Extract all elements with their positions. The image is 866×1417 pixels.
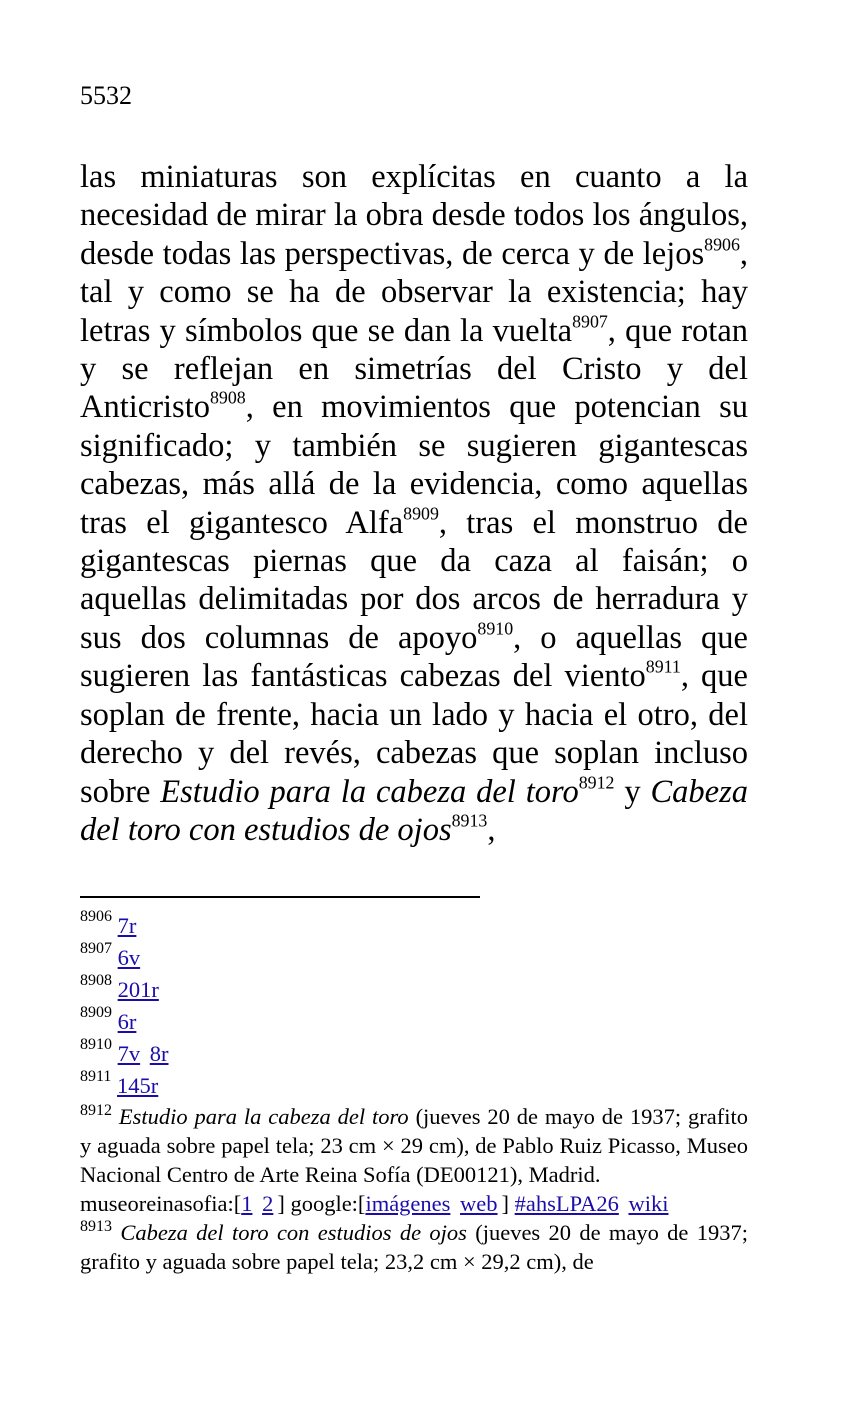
body-text-9: , [487, 811, 496, 848]
body-text-6: , o aquellas que sugieren las fantásticas cabezas del viento [80, 619, 748, 695]
folio-link-6r[interactable]: 6r [117, 1009, 137, 1034]
folio-link-7r[interactable]: 7r [117, 913, 137, 938]
footnote-description: (jueves 20 de mayo de 1937; grafito y aguada sobre papel tela; 23,2 cm × 29,2 cm), de [80, 1220, 748, 1274]
body-text-4: , en movimientos que potencian su significado; y también se sugieren gigantescas cabezas, más allá de la evidencia, como aquellas tras el gigantesco Alfa [80, 389, 748, 541]
body-text-5: , tras el monstruo de gigantescas piernas que da caza al faisán; o aquellas delimitadas por dos arcos de herradura y sus dos columnas de apoyo [80, 504, 748, 656]
body-text-2: , tal y como se ha de observar la existencia; hay letras y símbolos que se dan la vuelta [80, 235, 748, 349]
artwork-title-cabeza: Cabeza del toro con estudios de ojos [80, 773, 748, 848]
footnote-ref-8908: 8908 [209, 388, 246, 409]
footnote-number: 8909 [80, 1004, 112, 1021]
footnote-description: (jueves 20 de mayo de 1937; grafito y aguada sobre papel tela; 23 cm × 29 cm), de Pablo Ruiz Picasso, Museo Nacional Centro de Arte Reina Sofía (DE00121), Madrid. [80, 1104, 748, 1187]
footnote-8912 [80, 1102, 748, 1189]
folio-link-6v[interactable]: 6v [117, 945, 141, 970]
footnote-ref-8913: 8913 [451, 810, 488, 831]
google-web-link[interactable]: web [460, 1191, 498, 1216]
footnote-ref-8907: 8907 [572, 311, 608, 332]
museum-refs-prefix: museoreinasofia:[ [80, 1191, 242, 1216]
footnote-8912-links [80, 1189, 748, 1218]
hashtag-link[interactable]: #ahsLPA26 [514, 1191, 619, 1216]
folio-link-145r[interactable]: 145r [117, 1073, 159, 1098]
footnote-number: 8912 [80, 1102, 112, 1120]
footnote-ref-8910: 8910 [477, 618, 514, 639]
footnote-8913 [80, 1218, 748, 1276]
refs-close: ] [501, 1191, 510, 1216]
footnote-8909 [80, 1006, 748, 1038]
museum-ref-link-2[interactable]: 2 [262, 1191, 274, 1216]
footnote-8907 [80, 942, 748, 974]
body-paragraph [80, 158, 748, 849]
footnote-number: 8907 [80, 940, 112, 957]
footnote-artwork-title: Estudio para la cabeza del toro [118, 1104, 409, 1129]
body-text-3: , que rotan y se reflejan en simetrías del Cristo y del Anticristo [80, 312, 748, 426]
museum-ref-link-1[interactable]: 1 [241, 1191, 253, 1216]
footnote-ref-8906: 8906 [704, 234, 740, 255]
footnote-8908 [80, 974, 748, 1006]
footnote-8911 [80, 1070, 748, 1102]
footnote-8910 [80, 1038, 748, 1070]
body-text-7: , que soplan de frente, hacia un lado y hacia el otro, del derecho y del revés, cabezas que soplan incluso sobre [80, 658, 748, 810]
wiki-link[interactable]: wiki [628, 1191, 669, 1216]
footnote-ref-8909: 8909 [403, 503, 439, 524]
footnotes [80, 910, 748, 1276]
body-text-8: y [614, 773, 651, 810]
footnote-ref-8911: 8911 [645, 656, 681, 677]
body-text-1: las miniaturas son explícitas en cuanto a la necesidad de mirar la obra desde todos los ángulos, desde todas las perspectivas, de cerca y de lejos [80, 159, 748, 272]
footnote-number: 8908 [80, 972, 112, 989]
footnote-ref-8912: 8912 [578, 772, 615, 793]
footnote-number: 8910 [80, 1036, 112, 1053]
folio-link-8r[interactable]: 8r [149, 1041, 169, 1066]
footnote-number: 8911 [80, 1068, 112, 1085]
footnote-divider [80, 896, 480, 898]
folio-link-201r[interactable]: 201r [117, 977, 159, 1002]
google-refs-prefix: ] google:[ [277, 1191, 366, 1216]
folio-link-7v[interactable]: 7v [117, 1041, 141, 1066]
footnote-artwork-title: Cabeza del toro con estudios de ojos [120, 1220, 467, 1245]
google-images-link[interactable]: imágenes [365, 1191, 451, 1216]
footnote-number: 8913 [80, 1218, 112, 1236]
footnote-number: 8906 [80, 908, 112, 925]
artwork-title-estudio: Estudio para la cabeza del toro [160, 773, 579, 810]
footnote-8906 [80, 910, 748, 942]
page-number: 5532 [80, 81, 132, 110]
